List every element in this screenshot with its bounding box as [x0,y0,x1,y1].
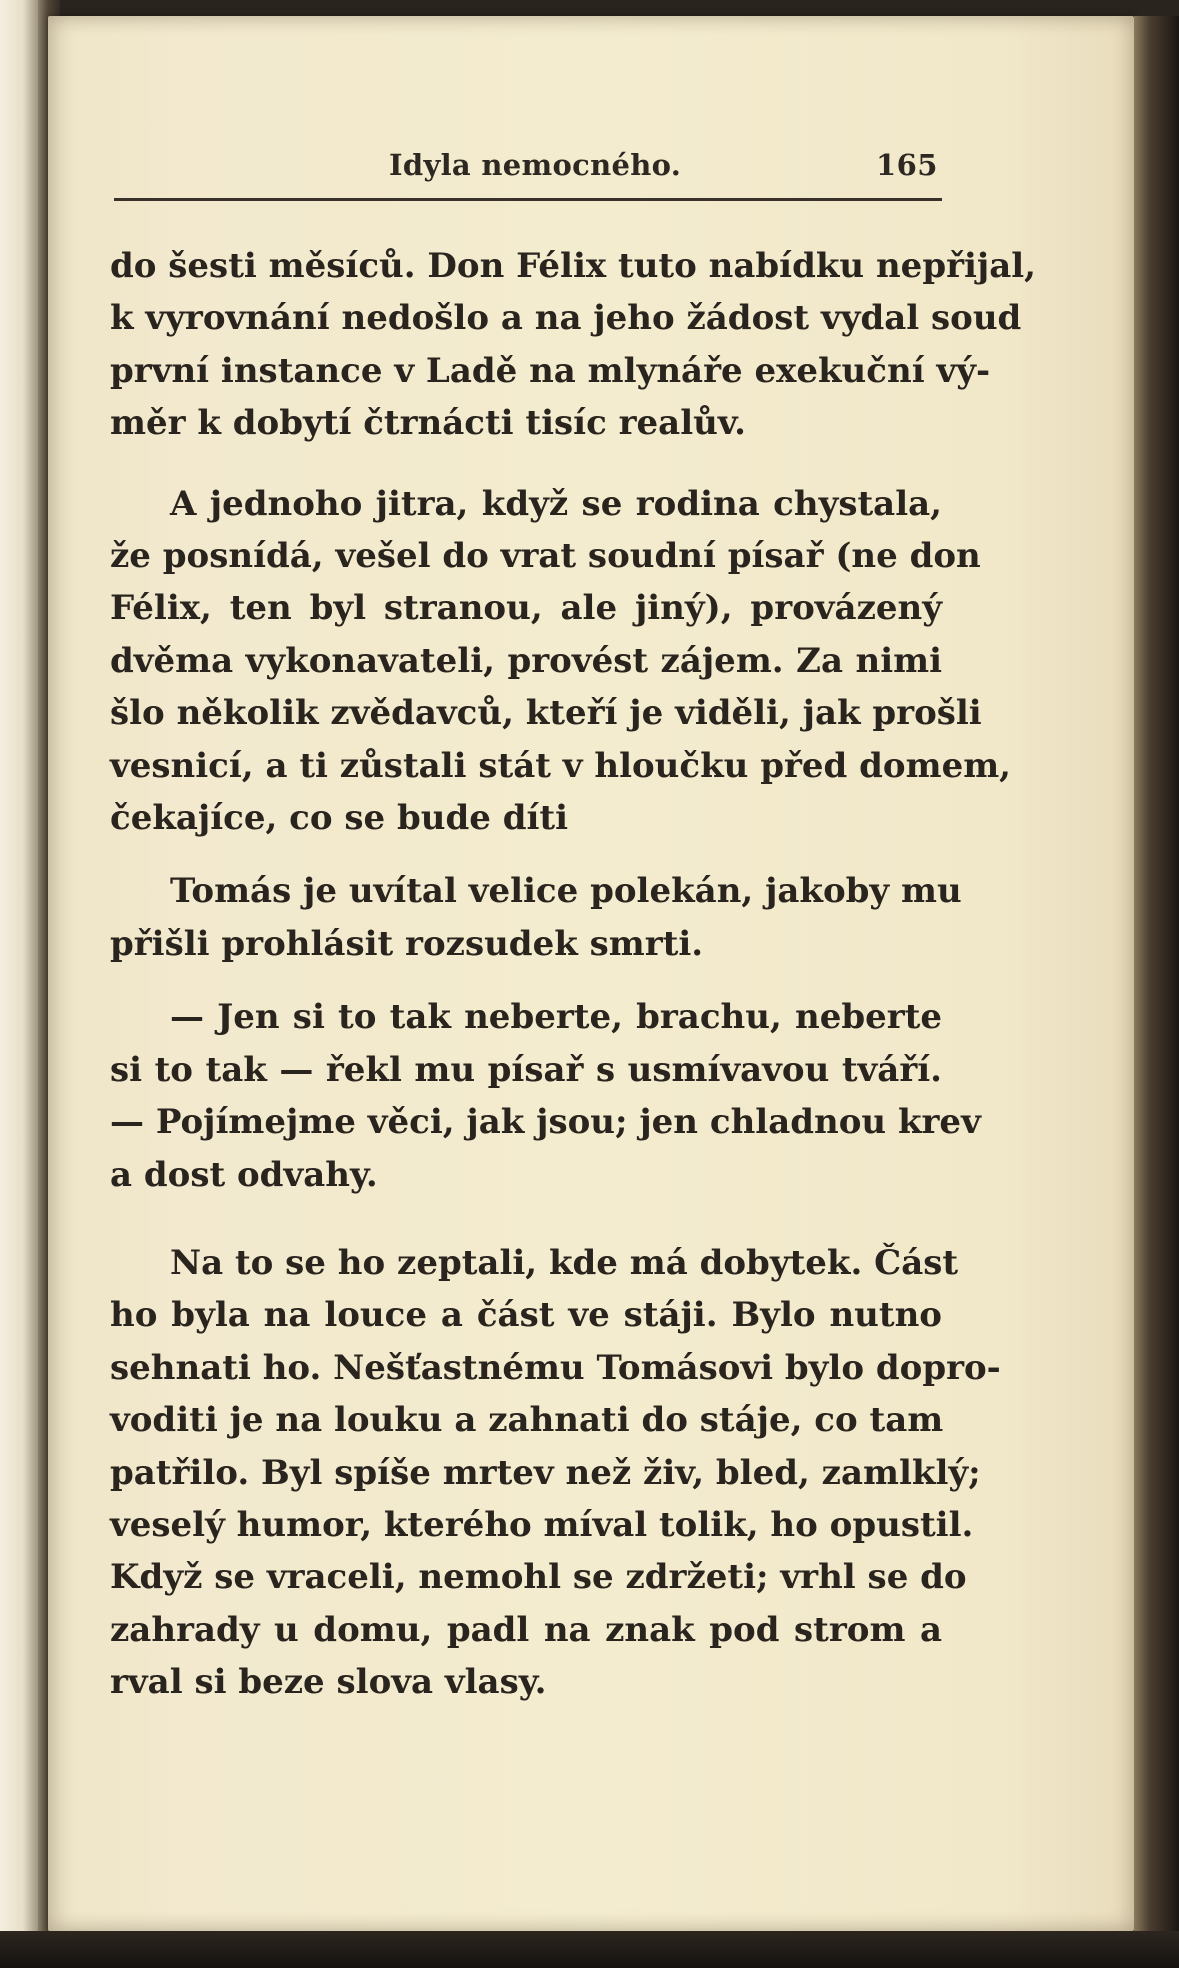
text-line: patřilo. Byl spíše mrtev než živ, bled, zamlklý; [110,1452,981,1493]
paragraph-5 [110,1237,1001,1709]
text-line: Félix, ten byl stranou, ale jiný), provázený [110,588,942,629]
paragraph-1 [110,240,1037,450]
text-line: zahrady u domu, padl na znak pod strom a [110,1609,942,1650]
page-header [114,148,942,192]
paragraph-4 [110,991,981,1201]
paragraph-3 [110,865,962,970]
header-rule [114,198,942,201]
body-text [110,240,1037,1709]
text-line: čekajíce, co se bude díti [110,798,569,839]
text-line: — Pojímejme věci, jak jsou; jen chladnou krev [110,1102,981,1143]
left-page-edge [0,0,38,1968]
bottom-page-edge [0,1931,1179,1968]
text-line: sehnati ho. Nešťastnému Tomásovi bylo dopro- [110,1347,1001,1388]
text-line: vesnicí, a ti zůstali stát v hloučku před domem, [110,745,1012,786]
text-line: Tomás je uvítal velice polekán, jakoby mu [170,871,962,912]
text-line: a dost odvahy. [110,1154,378,1195]
text-line: si to tak — řekl mu písař s usmívavou tváří. [110,1049,942,1090]
text-line: voditi je na louku a zahnati do stáje, co tam [110,1400,944,1441]
text-line: měr k dobytí čtrnácti tisíc realův. [110,403,747,444]
running-title: Idyla nemocného. [389,148,682,182]
page-number: 165 [875,148,938,182]
text-line: že posnídá, vešel do vrat soudní písař (ne don [110,536,981,577]
text-line: A jednoho jitra, když se rodina chystala, [170,483,942,524]
paragraph-2 [110,478,1012,845]
text-line: — Jen si to tak neberte, brachu, neberte [170,997,942,1038]
text-line: Když se vraceli, nemohl se zdržeti; vrhl se do [110,1557,967,1598]
text-line: rval si beze slova vlasy. [110,1662,547,1703]
text-line: ho byla na louce a část ve stáji. Bylo nutno [110,1295,942,1336]
text-line: první instance v Ladě na mlynáře exekuční vý- [110,350,991,391]
text-line: do šesti měsíců. Don Félix tuto nabídku nepřijal, [110,246,1037,286]
text-line: k vyrovnání nedošlo a na jeho žádost vydal soud [110,298,1022,339]
text-line: veselý humor, kterého míval tolik, ho opustil. [110,1504,974,1545]
text-line: přišli prohlásit rozsudek smrti. [110,923,704,964]
text-line: šlo několik zvědavců, kteří je viděli, jak prošli [110,693,982,734]
text-line: dvěma vykonavateli, provést zájem. Za nimi [110,640,942,681]
text-line: Na to se ho zeptali, kde má dobytek. Část [170,1242,959,1283]
right-page-edge [1134,16,1179,1931]
